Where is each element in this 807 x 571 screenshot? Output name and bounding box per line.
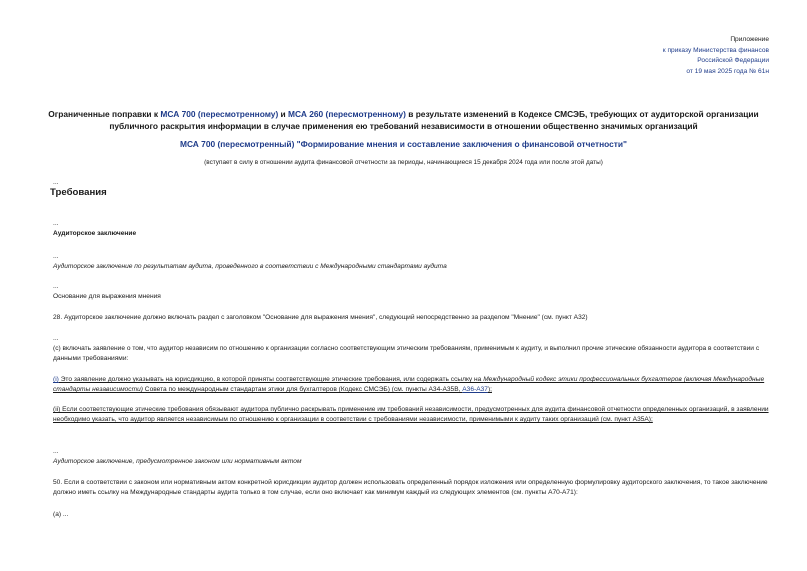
document-title xyxy=(38,108,769,132)
ellipsis-4: ... xyxy=(53,283,59,290)
standard-subtitle[interactable]: МСА 700 (пересмотренный) "Формирование мнения и составление заключения о финансовой отчетности" xyxy=(179,139,628,149)
appendix-block xyxy=(663,35,769,77)
basis-heading: Основание для выражения мнения xyxy=(53,293,161,300)
ellipsis-2: ... xyxy=(53,220,59,227)
paragraph-28: 28. Аудиторское заключение должно включать раздел с заголовком "Основание для выражения мнения", следующий непосредственно за разделом "Мнение" (см. пункт А32) xyxy=(53,314,588,321)
ellipsis-3: ... xyxy=(53,253,59,260)
effective-note: (вступает в силу в отношении аудита финансовой отчетности за периоды, начинающиеся 15 декабря 2024 года или после этой даты) xyxy=(204,159,603,166)
law-heading: Аудиторское заключение, предусмотренное законом или нормативным актом xyxy=(53,458,302,465)
requirements-heading: Требования xyxy=(50,187,107,198)
appendix-order-link[interactable]: к приказу Министерства финансов xyxy=(662,46,769,54)
paragraph-c: (c) включать заявление о том, что аудитор независим по отношению к организации согласно соответствующим этическим требованиям, применимым к аудиту, и выполнил прочие этические обязанности аудитора в соответствии с данными требованиями: xyxy=(53,345,760,362)
para-i-text2: Совета по международным стандартам этики для бухгалтеров (Кодекс СМСЭБ) (см. пункты А34-А35В, xyxy=(142,386,463,393)
paragraph-a: (a) ... xyxy=(53,511,69,518)
ellipsis-5: ... xyxy=(53,335,59,342)
para-i-link[interactable]: А36-А37 xyxy=(462,386,488,393)
appendix-label: Приложение xyxy=(730,36,769,43)
title-part3: в результате изменений в Кодексе СМСЭБ, требующих от аудиторской организации публичного раскрытия информации в случае применения ею требований независимости в отношении общественно значимых организаций xyxy=(109,109,759,131)
appendix-date[interactable]: от 19 мая 2025 года № 61н xyxy=(686,67,769,75)
title-part2: и xyxy=(278,109,289,119)
audit-report-isa-heading: Аудиторское заключение по результатам аудита, проведенного в соответствии с Международными стандартами аудита xyxy=(53,263,447,270)
paragraph-50: 50. Если в соответствии с законом или нормативным актом конкретной юрисдикции аудитор должен использовать определенный порядок изложения или определенную формулировку аудиторского заключения, то такое заключение должно иметь ссылку на Международные стандарты аудита только в том случае, если оно включает как минимум каждый из следующих элементов (см. пункты А70-А71): xyxy=(53,479,768,496)
ellipsis-6: ... xyxy=(53,448,59,455)
ellipsis-1: ... xyxy=(53,179,59,186)
para-i-number[interactable]: (i) xyxy=(53,376,59,383)
para-i-code-title: Международный кодекс этики профессиональных бухгалтеров (включая Международные стандарты независимости) xyxy=(53,376,765,393)
title-part1: Ограниченные поправки к xyxy=(48,109,161,119)
isa-700-link[interactable]: МСА 700 (пересмотренному) xyxy=(160,109,279,119)
para-i-text1: Это заявление должно указывать на юрисдикцию, в которой приняты соответствующие этические требования, или содержать ссылку на xyxy=(58,376,484,383)
paragraph-i xyxy=(53,375,769,395)
audit-report-heading: Аудиторское заключение xyxy=(53,230,137,237)
isa-260-link[interactable]: МСА 260 (пересмотренному) xyxy=(288,109,406,119)
appendix-country[interactable]: Российской Федерации xyxy=(697,57,769,64)
para-i-end: ); xyxy=(487,386,492,393)
paragraph-ii: (ii) Если соответствующие этические требования обязывают аудитора публично раскрывать применение им требований независимости, предусмотренных для аудита финансовой отчетности определенных организаций, в заявлении необходимо указать, что аудитор является независимым по отношению к организации в соответствии с требованиями независимости, применимыми к аудиту таких организаций (см. пункт А35А); xyxy=(53,406,769,423)
